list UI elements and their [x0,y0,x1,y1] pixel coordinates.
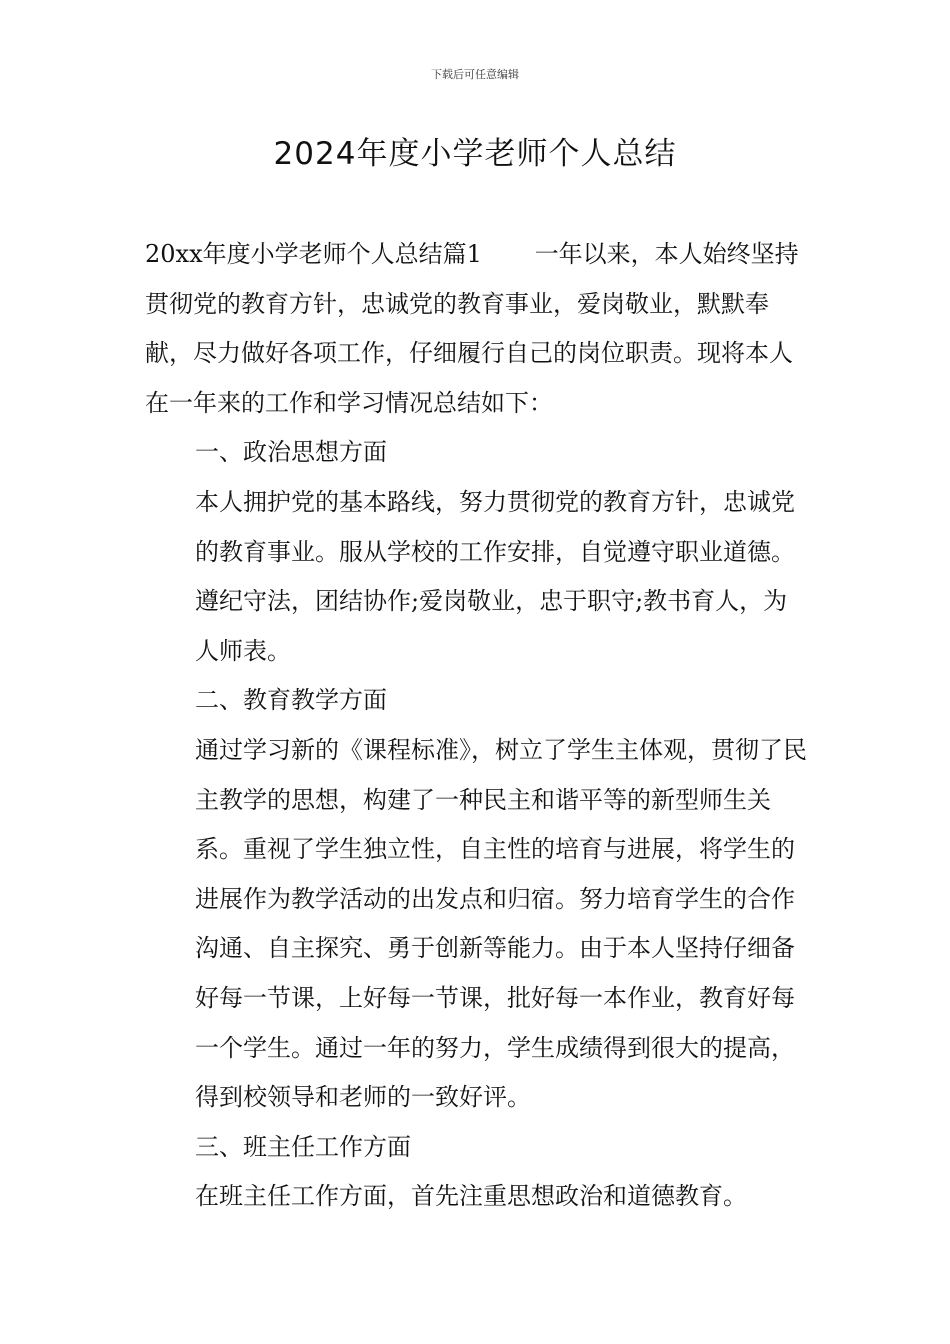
paragraph-3: 在班主任工作方面，首先注重思想政治和道德教育。 [195,1182,747,1211]
intro-text: 一年以来，本人始终坚持贯彻党的教育方针，忠诚党的教育事业，爱岗敬业，默默奉献，尽力做好各项工作，仔细履行自己的岗位职责。现将本人在一年来的工作和学习情况总结如下： [145,240,799,417]
section-heading-3: 三、班主任工作方面 [195,1132,411,1161]
section-heading-1: 一、政治思想方面 [195,438,387,467]
paragraph-2: 通过学习新的《课程标准》，树立了学生主体观，贯彻了民主教学的思想，构建了一种民主和谐平等的新型师生关系。重视了学生独立性，自主性的培育与进展，将学生的进展作为教学活动的出发点和归宿。努力培育学生的合作沟通、自主探究、勇于创新等能力。由于本人坚持仔细备好每一节课，上好每一节课，批好每一本作业，教育好每一个学生。通过一年的努力，学生成绩得到很大的提高，得到校领导和老师的一致好评。 [195,735,807,1112]
intro-paragraph [145,230,810,428]
section-intro-title: 20xx年度小学老师个人总结篇1 [145,240,482,268]
document-title: 2024年度小学老师个人总结 [273,136,677,172]
section-heading-2: 二、教育教学方面 [195,686,387,715]
header-note: 下载后可任意编辑 [431,68,519,81]
paragraph-1: 本人拥护党的基本路线，努力贯彻党的教育方针，忠诚党的教育事业。服从学校的工作安排，自觉遵守职业道德。遵纪守法，团结协作;爱岗敬业，忠于职守;教书育人，为人师表。 [195,487,795,665]
document-body [145,230,810,1222]
